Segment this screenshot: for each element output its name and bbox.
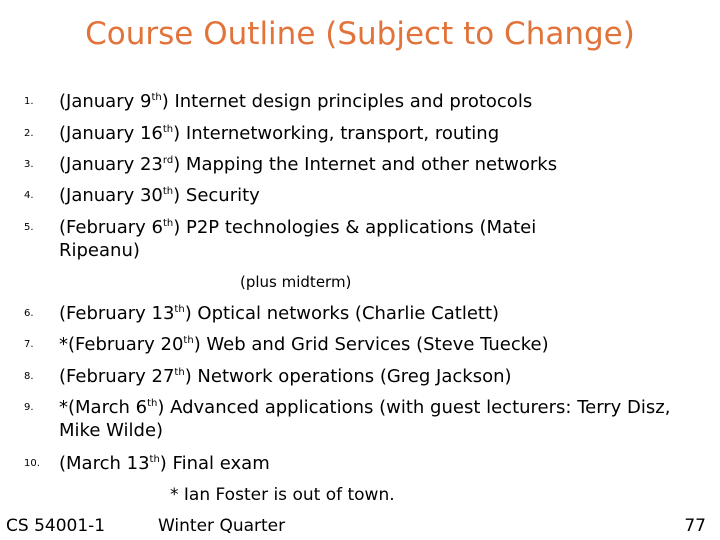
item-number: 7. [24,339,34,350]
item-number: 2. [24,128,34,139]
item-number: 3. [24,159,34,170]
course-code: CS 54001-1 [6,516,106,536]
term-label: Winter Quarter [158,516,286,536]
item-text: *(March 6th) Advanced applications (with guest lecturers: Terry Disz, Mike Wilde) [59,397,671,441]
item-number: 9. [24,402,34,413]
item-number: 8. [24,371,34,382]
item-text: (January 16th) Internetworking, transport, routing [59,123,500,144]
item-text: (January 23rd) Mapping the Internet and other networks [59,154,558,175]
item-text: (February 6th) P2P technologies & applications (Matei Ripeanu) [59,217,537,261]
item-number: 5. [24,222,34,233]
item-text: (February 27th) Network operations (Greg Jackson) [59,366,512,387]
item-number: 1. [24,96,34,107]
item-text: (January 30th) Security [59,185,260,206]
midterm-note: (plus midterm) [240,273,352,291]
absence-note: * Ian Foster is out of town. [170,485,395,505]
item-text: (March 13th) Final exam [59,453,270,474]
slide-title: Course Outline (Subject to Change) [85,16,635,52]
item-number: 4. [24,190,34,201]
item-number: 10. [24,458,40,469]
item-text: (January 9th) Internet design principles and protocols [59,91,533,112]
item-text: *(February 20th) Web and Grid Services (Steve Tuecke) [59,334,549,355]
item-text: (February 13th) Optical networks (Charlie Catlett) [59,303,500,324]
item-number: 6. [24,308,34,319]
page-number: 77 [684,516,706,536]
